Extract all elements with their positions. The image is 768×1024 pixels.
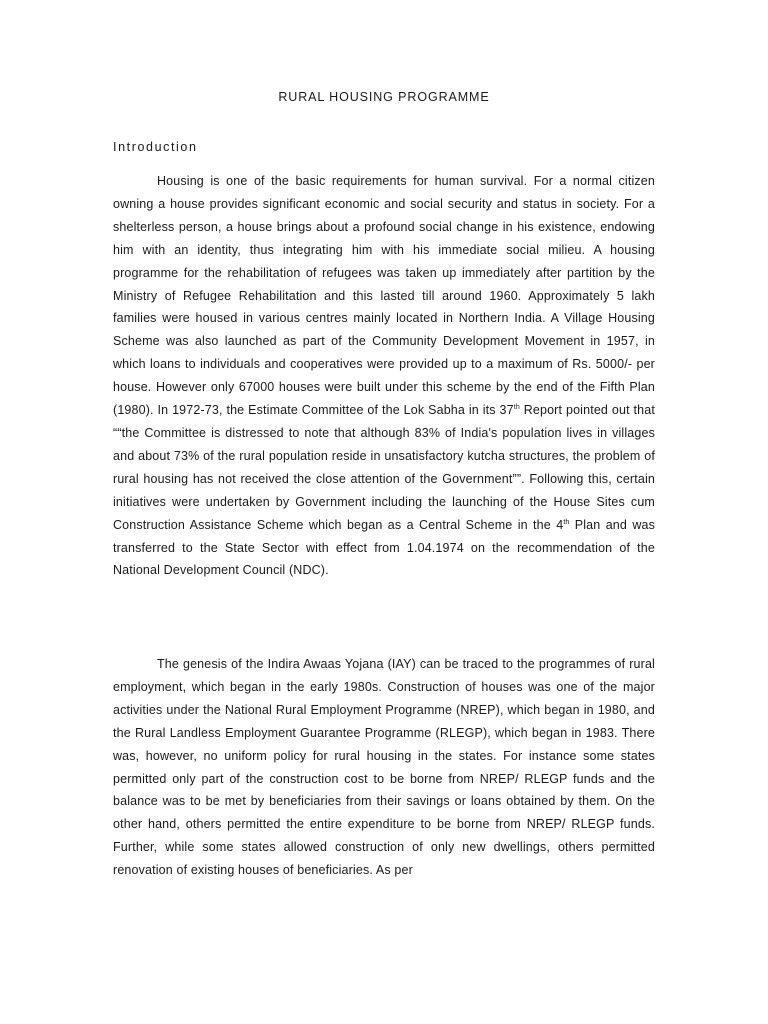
paragraph-2: The genesis of the Indira Awaas Yojana (IAY) can be traced to the programmes of rural employment, which began in the early 1980s. Construction of houses was one of the major activities under the National Rural Employment Programme (NREP), which began in 1980, and the Rural Landless Employment Guarantee Programme (RLEGP), which began in 1983. There was, however, no uniform policy for rural housing in the states. For instance some states permitted only part of the construction cost to be borne from NREP/ RLEGP funds and the balance was to be met by beneficiaries from their savings or loans obtained by them. On the other hand, others permitted the entire expenditure to be borne from NREP/ RLEGP funds. Further, while some states allowed construction of only new dwellings, others permitted renovation of existing houses of beneficiaries. As per [113,657,655,878]
paragraph-1-text-c: Plan and was transferred to the State Sector with effect from 1.04.1974 on the recommendation of the National Development Council (NDC). [113,517,655,578]
paragraph-1-text-b: Report pointed out that ““the Committee is distressed to note that although 83% of India's population lives in villages and about 73% of the rural population reside in unsatisfactory kutcha structures, the problem of rural housing has not received the close attention of the Government””. Following this, certain initiatives were undertaken by Government including the launching of the House Sites cum Construction Assistance Scheme which began as a Central Scheme in the 4 [113,403,655,532]
superscript-th: th [513,404,520,412]
document-title: RURAL HOUSING PROGRAMME [278,90,490,104]
paragraph-1-text-a: Housing is one of the basic requirements for human survival. For a normal citizen owning a house provides significant economic and social security and status in society. For a shelterless person, a house brings about a profound social change in his existence, endowing him with an identity, thus integrating him with his immediate social milieu. A housing programme for the rehabilitation of refugees was taken up immediately after partition by the Ministry of Refugee Rehabilitation and this lasted till around 1960. Approximately 5 lakh families were housed in various centres mainly located in Northern India. A Village Housing Scheme was also launched as part of the Community Development Movement in 1957, in which loans to individuals and cooperatives were provided up to a maximum of Rs. 5000/- per house. However only 67000 houses were built under this scheme by the end of the Fifth Plan (1980). In 1972-73, the Estimate Committee of the Lok Sabha in its 37 [113,174,655,418]
section-heading: Introduction [113,140,198,154]
paragraph-1 [113,170,655,582]
superscript-th: th [563,518,570,526]
